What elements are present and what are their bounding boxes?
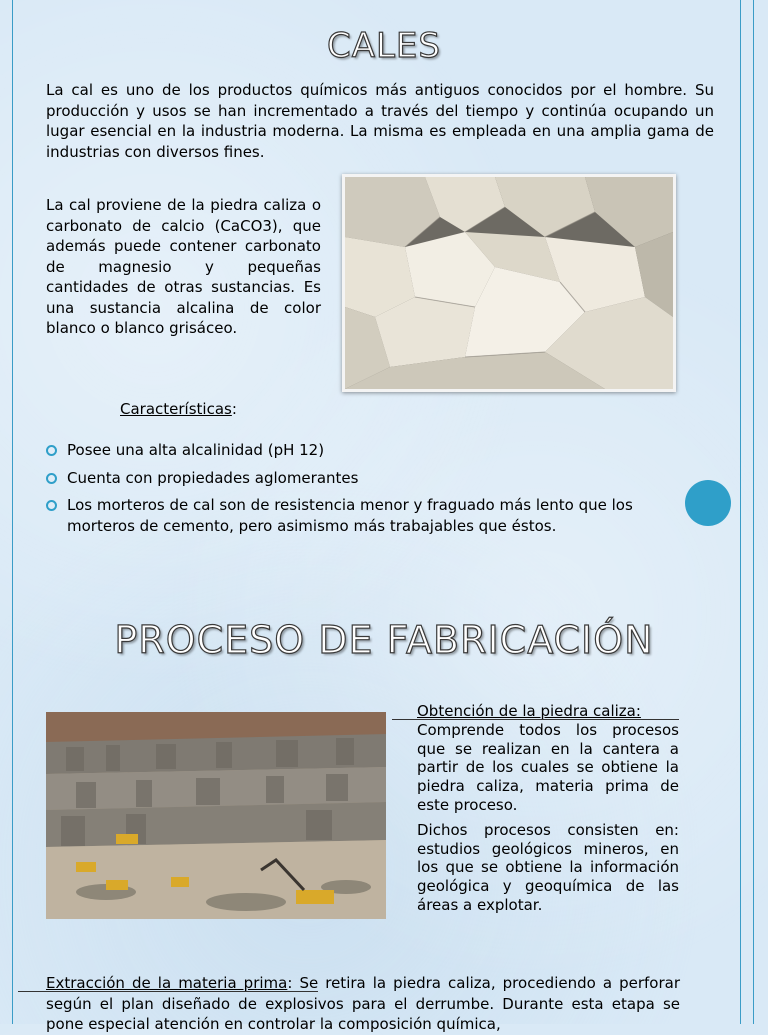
obtencion-text-1: Comprende todos los procesos que se realizan en la cantera a partir de los cuales se obtiene la piedra caliza, materia prima de este proceso. — [417, 720, 679, 814]
right-decor-line-2 — [753, 0, 754, 1024]
limestone-rocks-image — [342, 174, 676, 392]
quarry-image — [46, 712, 386, 919]
characteristics-heading: Características: — [120, 400, 237, 418]
bullet-icon — [46, 500, 57, 511]
list-item: Posee una alta alcalinidad (pH 12) — [46, 440, 686, 461]
obtencion-section — [417, 702, 679, 921]
intro-paragraph: La cal es uno de los productos químicos más antiguos conocidos por el hombre. Su producción y usos se han incrementado a través del tiempo y continúa ocupando un lugar esencial en la industria moderna. La misma es empleada en una amplia gama de industrias con diversos fines. — [46, 81, 714, 161]
left-decor-line — [12, 0, 13, 1024]
extraccion-paragraph — [46, 973, 680, 1035]
extraccion-heading: Extracción de la materia prima — [46, 974, 288, 992]
extraccion-text: : Se retira la piedra caliza, procediendo a perforar según el plan diseñado de explosivos para el derrumbe. Durante esta etapa se pone especial atención en controlar la composición química, — [46, 974, 680, 1033]
section-title: PROCESO DE FABRICACIÓN — [114, 618, 654, 662]
list-item: Cuenta con propiedades aglomerantes — [46, 468, 686, 489]
obtencion-heading: Obtención de la piedra caliza: — [417, 702, 641, 720]
bullet-icon — [46, 473, 57, 484]
page-title: CALES — [326, 26, 441, 66]
origin-paragraph: La cal proviene de la piedra caliza o carbonato de calcio (CaCO3), que además puede contener carbonato de magnesio y pequeñas cantidades de otras sustancias. Es una sustancia alcalina de color blanco o blanco grisáceo. — [46, 196, 321, 337]
bullet-icon — [46, 445, 57, 456]
decor-circle — [685, 480, 731, 526]
right-decor-line-1 — [740, 0, 741, 1024]
characteristics-list — [46, 440, 686, 543]
obtencion-text-2: Dichos procesos consisten en: estudios geológicos mineros, en los que se obtiene la información geológica y geoquímica de las áreas a explotar. — [417, 820, 679, 914]
list-item: Los morteros de cal son de resistencia menor y fraguado más lento que los morteros de cemento, pero asimismo más trabajables que éstos. — [46, 495, 686, 536]
